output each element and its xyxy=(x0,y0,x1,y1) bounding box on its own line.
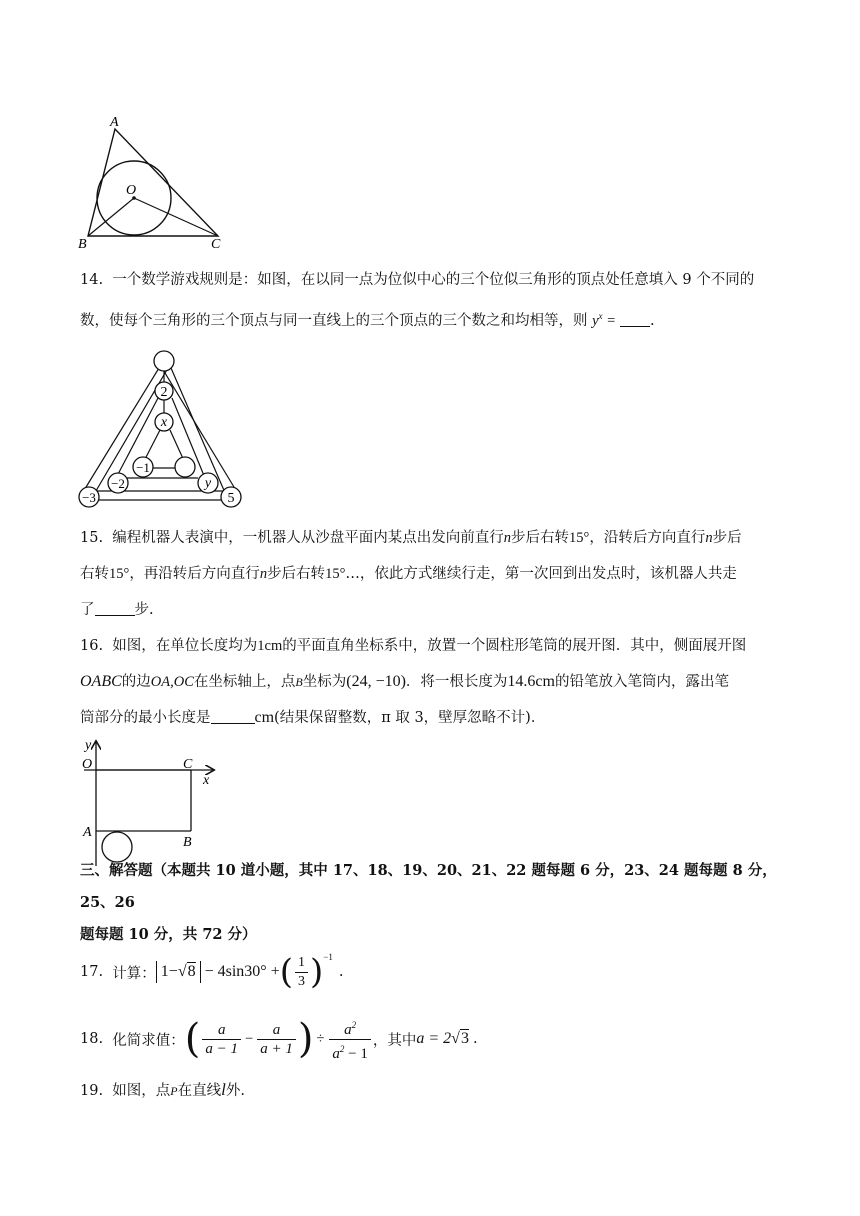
circle-minus1-label: −1 xyxy=(136,460,150,475)
point-O-label: O xyxy=(82,757,93,772)
axis-y-label: y xyxy=(85,738,92,753)
point-A-label: A xyxy=(83,825,92,840)
question-16: 16. 如图，在单位长度均为1cm的平面直角坐标系中，放置一个圆柱形笔筒的展开图．其中，侧面展开图 OABC的边OA,OC在坐标轴上，点B坐标为(24, −10)．将一根长度为14.6cm的铅笔放入笔筒内，露出笔 筒部分的最小长度是 cm(结果保留整数，π 取 3，壁厚忽略不计)． xyxy=(80,638,747,726)
circle-2-label: 2 xyxy=(160,385,168,400)
expr-base: y xyxy=(592,312,599,329)
circle-5-label: 5 xyxy=(227,491,235,506)
expr-exp: x xyxy=(598,311,603,321)
question-18: 18. 化简求值： ( $\frac{a}{a - 1}$ − $\frac{a}{a + 1}$ ) ÷ $\frac{a^2}{a^2 - 1}$ ，其中 a = 2 √3 . xyxy=(80,1016,478,1062)
point-B-label: B xyxy=(183,835,192,850)
question-17: 17. 计算： 1−√8 − 4sin30° + ( $\frac{1}{3}$ ) $^{-1}$ . xyxy=(80,952,344,992)
question-14: 14. 一个数学游戏规则是：如图，在以同一点为位似中心的三个位似三角形的顶点处任意填入 9 个不同的 数，使每个三角形的三个顶点与同一直线上的三个顶点的三个数之和均相等，则 $y^x$ = . xyxy=(80,272,755,329)
circle-x-label: x xyxy=(160,415,168,430)
circle-minus3-label: −3 xyxy=(82,490,96,505)
question-19: 19. 如图，点P在直线l外. xyxy=(80,1080,245,1099)
circle-y-label: y xyxy=(204,476,212,491)
point-C-label: C xyxy=(183,757,193,772)
section-3-heading: 三、解答题（本题共 10 道小题，其中 17、18、19、20、21、22 题每题 6 分，23、24 题每题 8 分，25、26 题每题 10 分，共 72 分） xyxy=(80,862,777,943)
label-A: A xyxy=(110,115,119,130)
circle-minus2-label: −2 xyxy=(111,476,125,491)
axis-x-label: x xyxy=(203,773,210,788)
label-C: C xyxy=(211,237,221,252)
label-O: O xyxy=(126,183,137,198)
label-B: B xyxy=(78,237,87,252)
question-15: 15. 编程机器人表演中，一机器人从沙盘平面内某点出发向前直行n步后右转15°，沿转后方向直行n步后 右转15°，再沿转后方向直行n步后右转15°…，依此方式继续行走，第一次回到出发点时，该机器人共走 了 步. xyxy=(80,530,742,618)
absolute-value: 1−√8 xyxy=(156,961,201,983)
